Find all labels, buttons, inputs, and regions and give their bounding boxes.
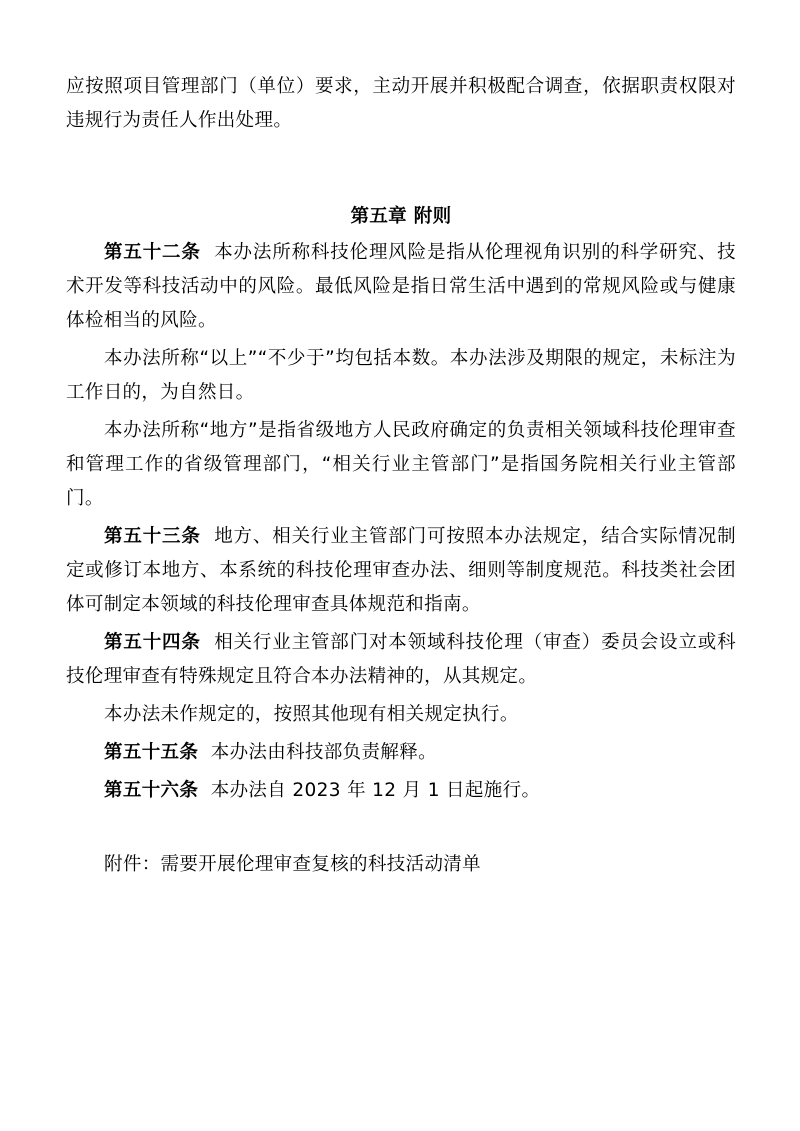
article-52 [66, 236, 736, 338]
article-label: 第五十二条 [104, 242, 201, 263]
article-52-paragraph-3: 本办法所称“地方”是指省级地方人民政府确定的负责相关领域科技伦理审查和管理工作的省级管理部门，“相关行业主管部门”是指国务院相关行业主管部门。 [66, 420, 736, 509]
article-54 [66, 626, 736, 694]
article-text: 本办法由科技部负责解释。 [210, 742, 437, 763]
intro-paragraph: 应按照项目管理部门（单位）要求，主动开展并积极配合调查，依据职责权限对违规行为责任人作出处理。 [66, 76, 736, 131]
article-label: 第五十五条 [104, 742, 199, 763]
article-label: 第五十六条 [104, 780, 199, 801]
article-54-paragraph-2: 本办法未作规定的，按照其他现有相关规定执行。 [104, 704, 519, 725]
article-text: 地方、相关行业主管部门可按照本办法规定，结合实际情况制定或修订本地方、本系统的科技伦理审查办法、细则等制度规范。科技类社会团体可制定本领域的科技伦理审查具体规范和指南。 [66, 526, 736, 615]
article-56 [66, 774, 736, 808]
chapter-title: 第五章 附则 [350, 206, 452, 227]
article-text: 本办法所称科技伦理风险是指从伦理视角识别的科学研究、技术开发等科技活动中的风险。最低风险是指日常生活中遇到的常规风险或与健康体检相当的风险。 [66, 242, 736, 331]
article-label: 第五十四条 [104, 632, 201, 653]
article-text: 相关行业主管部门对本领域科技伦理（审查）委员会设立或科技伦理审查有特殊规定且符合本办法精神的，从其规定。 [66, 632, 736, 687]
attachment-note: 附件：需要开展伦理审查复核的科技活动清单 [104, 854, 482, 875]
article-52-paragraph-2: 本办法所称“以上”“不少于”均包括本数。本办法涉及期限的规定，未标注为工作日的，为自然日。 [66, 348, 736, 403]
article-label: 第五十三条 [104, 526, 201, 547]
article-text: 本办法自 2023 年 12 月 1 日起施行。 [210, 780, 541, 801]
document-page [66, 70, 736, 882]
article-53 [66, 520, 736, 622]
article-55 [66, 736, 736, 770]
